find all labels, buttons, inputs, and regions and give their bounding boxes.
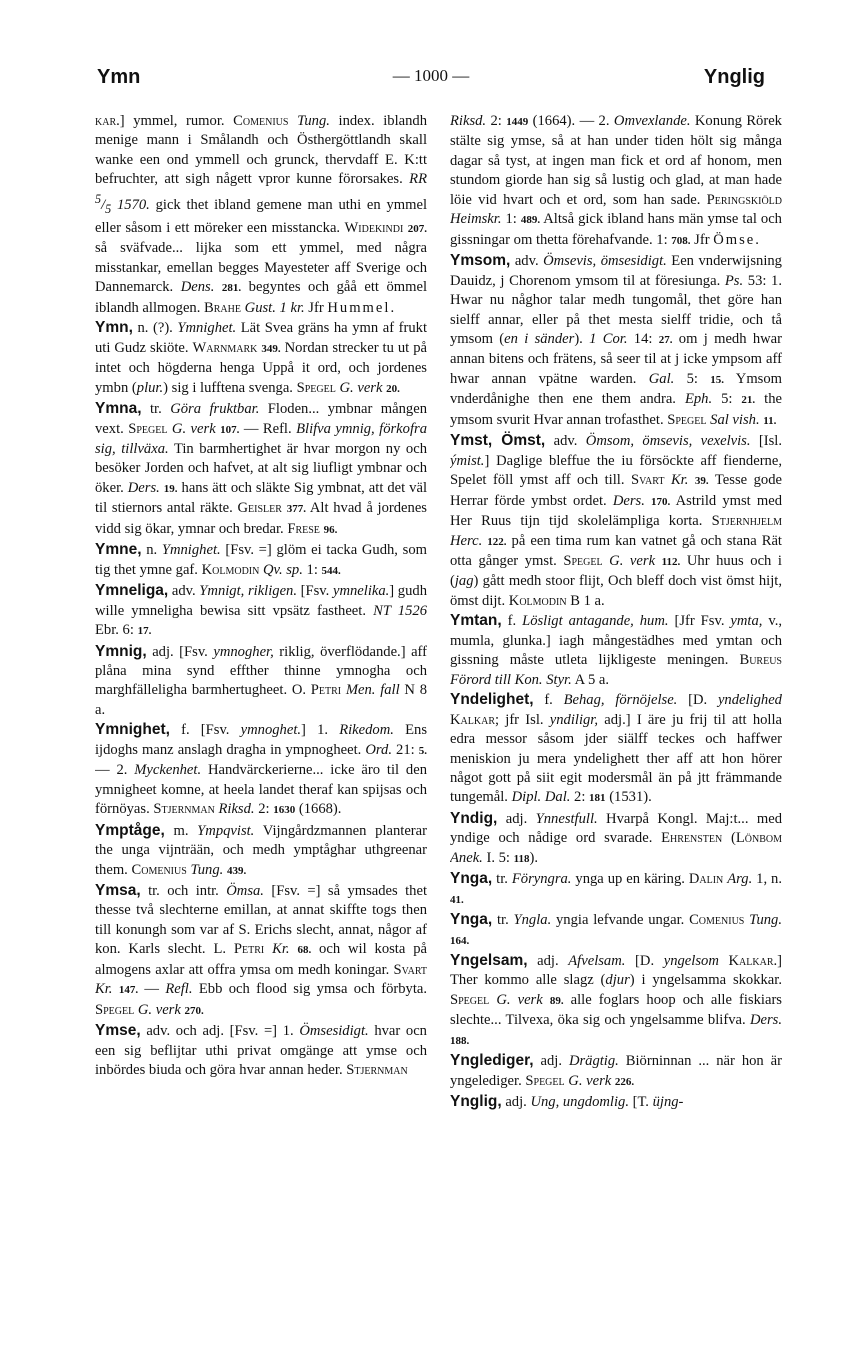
dictionary-entry: Ymnighet, f. [Fsv. ymnoghet.] 1. Rikedom. Ens ijdoghs manz anslagh dragha in ympnogheet. Ord. 21: 5. — 2. Myckenhet. Handvärckerierne... icke äro til den ymnigheet komne, at heela landet theraf kan spijsas och förnöyas. Stjernman Riksd. 2: 1630 (1668). [95, 721, 427, 818]
dictionary-entry: Yngelsam, adj. Afvelsam. [D. yngelsom Kalkar.] Ther kommo alle slagz (djur) i yngelsamma skokkar. Spegel G. verk 89. alle foglars hoop och alle fiskiars slechte... Tilvexa, öka sig och yngelsamme blifva. Ders. 188. [450, 952, 782, 1047]
dictionary-entry: Ymsom, adv. Ömsevis, ömsesidigt. Een vnderwijsning Dauidz, j Chorenom ymsom til at föresiunga. Ps. 53: 1. Hwar nu någhor talar medh tungomål, thet göre han sielff annar, eller på thet mesta sielff tridie, och tå ymsom (en i sänder). 1 Cor. 14: 27. om j medh hwar annan bitens och frätens, så seer til at j icke ympsom aff hwar annan vpätne warden. Gal. 5: 15. Ymsom vnderdånighe then ene them andra. Eph. 5: 21. the ymsom svurit Hvar annan trofasthet. Spegel Sal vish. 11. [450, 252, 782, 428]
running-header [97, 60, 765, 94]
right-guide-word: Ynglig [703, 66, 765, 88]
dictionary-entry: Yndig, adj. Ynnestfull. Hvarpå Kongl. Maj:t... med yndige och nådige ord svarade. Ehrensten (Lönbom Anek. I. 5: 118). [450, 809, 782, 866]
dictionary-entry: Ymn, n. (?). Ymnighet. Lät Svea gräns ha ymn af frukt uti Gudz skiöte. Warnmark 349. Nordan strecker tu ut på intet och högderna henga Uppå it ord, och jordenes ymbn (plur.) sig i lufftena svenga. Spegel G. verk 20. [95, 319, 427, 396]
dictionary-entry: Ymneliga, adv. Ymnigt, rikligen. [Fsv. ymnelika.] gudh wille ymneligha bewisa sitt vpsätz fastheet. NT 1526 Ebr. 6: 17. [95, 582, 427, 639]
dictionary-entry: kar.] ymmel, rumor. Comenius Tung. index. iblandh menige mann i Smålandh och Östhergöttlandh skall wanke een ond ymmell och grunck, thervdaff E. K:tt befruchter, att sigh någett vpror kunne förorsakes. RR $^5/_5$ 1570. gick thet ibland gemene man uthi en ymmel eller såsom i ett möreker een misstancka. Widekindi 207. så sväfvade... lijka som ett ymmel, med några misstankar, emellan begges Mayesteter aff Sverige och Dannemarck. Dens. 281. begyntes och gåå ett ömmel iblandh allmogen. Brahe Gust. 1 kr. Jfr Hummel. [95, 113, 427, 316]
page-number: — 1000 — [392, 66, 470, 85]
dictionary-entry: Ymtan, f. Lösligt antagande, hum. [Jfr Fsv. ymta, v., mumla, glunka.] iagh mångestädhes med ymtan och gissning måste utleta lijkligeste meningen. Bureus Förord till Kon. Styr. A 5 a. [450, 612, 782, 688]
dictionary-entry: Ymne, n. Ymnighet. [Fsv. =] glöm ei tacka Gudh, som tig thet ymne gaf. Kolmodin Qv. sp. 1: 544. [95, 541, 427, 578]
dictionary-entry: Ynglig, adj. Ung, ungdomlig. [T. üjng- [450, 1093, 684, 1111]
dictionary-entry: Ymna, tr. Göra fruktbar. Floden... ymbnar mången vext. Spegel G. verk 107. — Refl. Blifva ymnig, förkofra sig, tillväxa. Tin barmhertighet är hvar morgon ny och besöker Jorden och hafvet, at alt sig liufligt ymbnar och öker. Ders. 19. hans ätt och släkte Sig ymbnat, att det väl til stiernors antal räkte. Geisler 377. Alt hvad å jordenes vidd sig ökar, ymnar och bredar. Frese 96. [95, 400, 427, 537]
right-column [450, 112, 782, 1342]
dictionary-entry: Ynglediger, adj. Drägtig. Biörninnan ... när hon är yngelediger. Spegel G. verk 226. [450, 1052, 782, 1089]
left-guide-word: Ymn [97, 66, 141, 88]
dictionary-entry: Ynga, tr. Yngla. yngia lefvande ungar. Comenius Tung. 164. [450, 911, 782, 947]
dictionary-entry: Ymst, Ömst, adv. Ömsom, ömsevis, vexelvis. [Isl. ýmist.] Daglige bleffue the iu försöckte aff fienderne, Spelet föll ymst aff och till. Svart Kr. 39. Tesse gode Herrar förde ymbst ordet. Ders. 170. Astrild ymst med Her Ruus tijn tijd skolelämpliga korta. Stjernhjelm Herc. 122. på een tima rum kan vatnet gå och stana Rät otta gånger ymst. Spegel G. verk 112. Uhr huus och i (jag) gått medh stoor flijt, Och bleff doch vist ömst hijt, ömst dijt. Kolmodin B 1 a. [450, 432, 782, 609]
dictionary-entry: Ymse, adv. och adj. [Fsv. =] 1. Ömsesidigt. hvar ocn een sig beflijtar uthi privat omgänge att ymse och inbördes biuda och göra hvar annan heder. Stjernman [95, 1022, 427, 1079]
dictionary-entry: Ymnig, adj. [Fsv. ymnogher, riklig, överflödande.] aff plåna mina synd effther thinne ymnogha och marghfälleligha barmhertugheet. O. Petri Men. fall N 8 a. [95, 642, 427, 718]
left-column [95, 112, 427, 1342]
dictionary-entry: Yndelighet, f. Behag, förnöjelse. [D. yndelighed Kalkar; jfr Isl. yndiligr, adj.] I äre ju frij til att holla edra messor såsom jder siälff teckes och haffwer meniskion ju mera yndelighett ther aff att hon hörer något gott på siit egit modersmål än på jtt främmande tungemål. Dipl. Dal. 2: 181 (1531). [450, 691, 782, 806]
dictionary-entry: Riksd. 2: 1449 (1664). — 2. Omvexlande. Konung Rörek stälte sig ymse, så at han under tiden hölt sig många dagar så tyst, at ingen man fick et ord af honom, men stundom giorde han sig så lustig och glad, at man hade löie vid hvart och et ord, som han sade. Peringskiöld Heimskr. 1: 489. Altså gick ibland hans män ymse tal och gissningar om thetta förehafvande. 1: 708. Jfr Ömse. [450, 113, 782, 248]
dictionary-entry: Ynga, tr. Föryngra. ynga up en käring. Dalin Arg. 1, n. 41. [450, 870, 782, 906]
dictionary-entry: Ymptåge, m. Ympqvist. Vijngårdzmannen planterar the unga vijnträän, och medh ymptåghar uthgreenar them. Comenius Tung. 439. [95, 821, 427, 878]
dictionary-entry: Ymsa, tr. och intr. Ömsa. [Fsv. =] så ymsades thet thesse två slechterne emillan, at annat skiffte togs then till konungh som var af S. Erichs slecht, annat, någor af kon. Karls slecht. L. Petri Kr. 68. och wil kosta på almogens axlar att offra ymsa om medh koningar. Svart Kr. 147. — Refl. Ebb och flood sig ymsa och förbyta. Spegel G. verk 270. [95, 881, 427, 1018]
